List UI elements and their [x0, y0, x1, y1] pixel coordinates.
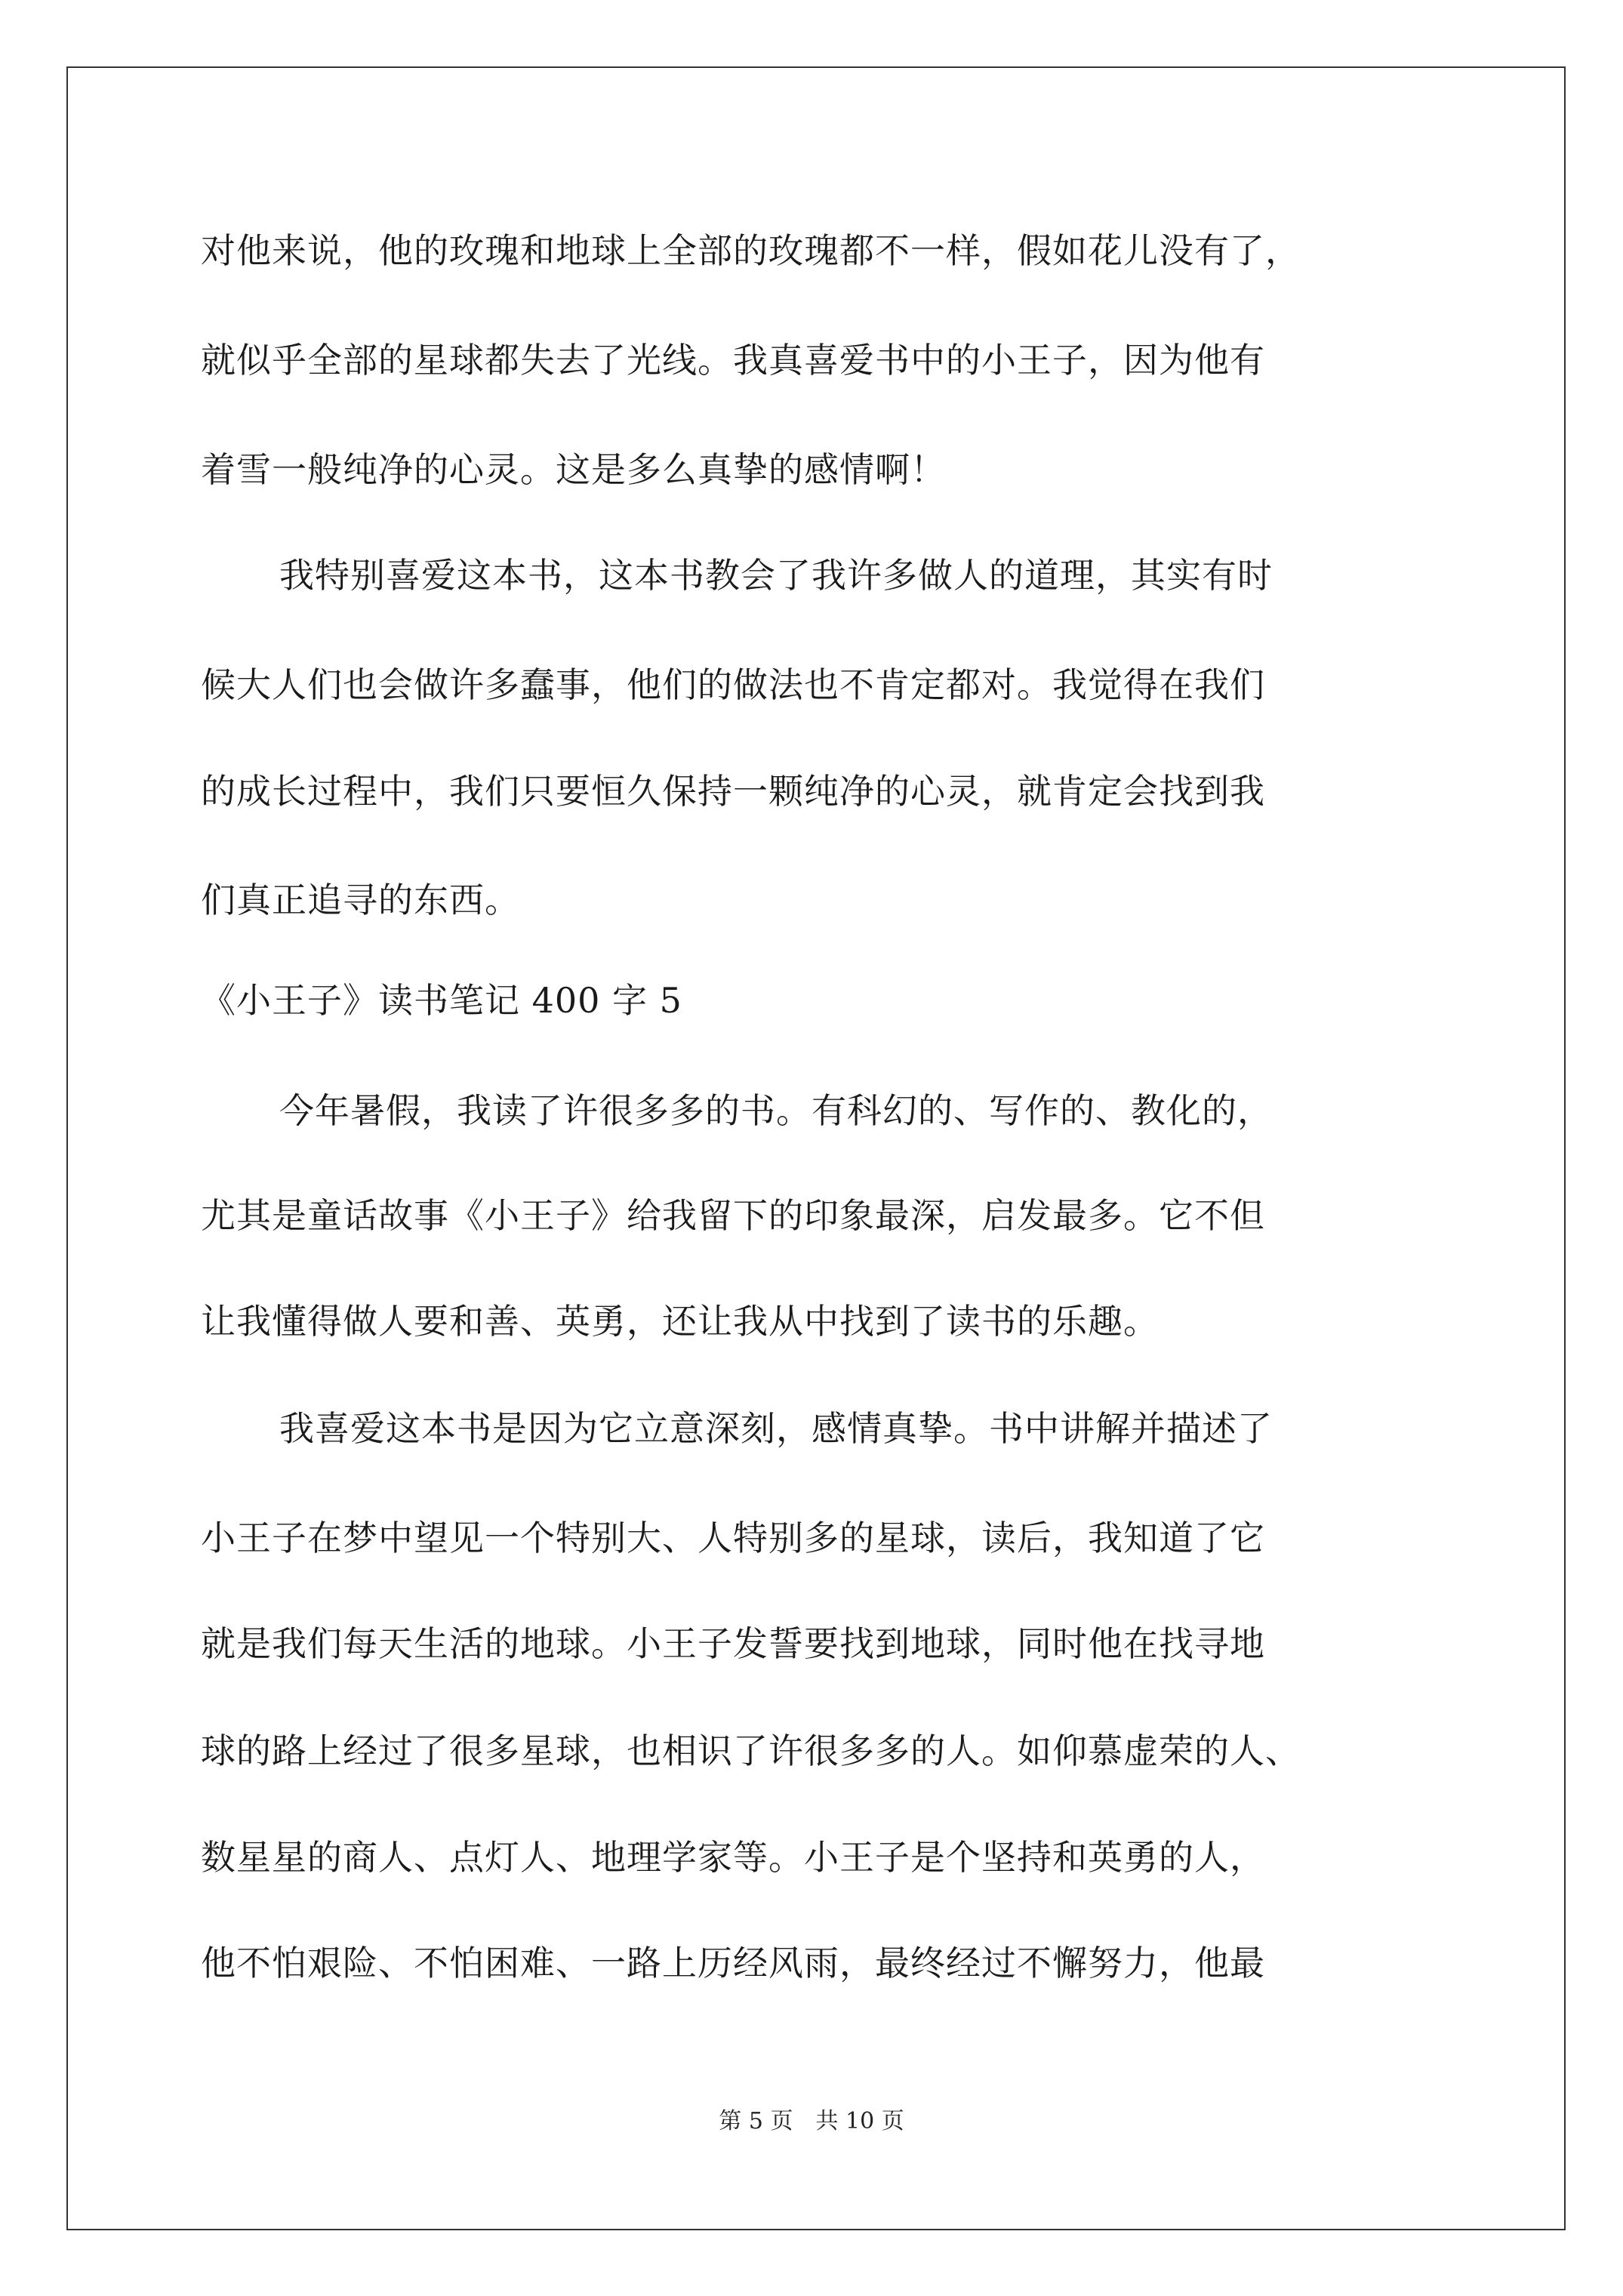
text-line: 数星星的商人、点灯人、地理学家等。小王子是个坚持和英勇的人，: [201, 1837, 1265, 1878]
text-line: 今年暑假，我读了许很多多的书。有科幻的、写作的、教化的，: [279, 1090, 1273, 1131]
text-line: 对他来说，他的玫瑰和地球上全部的玫瑰都不一样，假如花儿没有了，: [201, 230, 1301, 271]
text-line: 着雪一般纯净的心灵。这是多么真挚的感情啊！: [201, 449, 946, 490]
text-line: 球的路上经过了很多星球，也相识了许很多多的人。如仰慕虚荣的人、: [201, 1730, 1301, 1771]
text-line: 他不怕艰险、不怕困难、一路上历经风雨，最终经过不懈努力，他最: [201, 1943, 1265, 1983]
text-line: 的成长过程中，我们只要恒久保持一颗纯净的心灵，就肯定会找到我: [201, 771, 1265, 812]
section-heading: 《小王子》读书笔记 400 字 5: [201, 980, 682, 1021]
page-border: [66, 66, 1566, 2230]
text-line: 我特别喜爱这本书，这本书教会了我许多做人的道理，其实有时: [279, 555, 1273, 596]
text-line: 就似乎全部的星球都失去了光线。我真喜爱书中的小王子，因为他有: [201, 340, 1265, 381]
text-line: 们真正追寻的东西。: [201, 880, 520, 920]
text-line: 尤其是童话故事《小王子》给我留下的印象最深，启发最多。它不但: [201, 1195, 1265, 1236]
text-line: 让我懂得做人要和善、英勇，还让我从中找到了读书的乐趣。: [201, 1301, 1159, 1342]
text-line: 我喜爱这本书是因为它立意深刻，感情真挚。书中讲解并描述了: [279, 1408, 1273, 1449]
text-line: 就是我们每天生活的地球。小王子发誓要找到地球，同时他在找寻地: [201, 1623, 1265, 1664]
text-line: 候大人们也会做许多蠢事，他们的做法也不肯定都对。我觉得在我们: [201, 664, 1265, 705]
text-line: 小王子在梦中望见一个特别大、人特别多的星球，读后，我知道了它: [201, 1518, 1265, 1558]
page-number-footer: 第 5 页 共 10 页: [719, 2108, 904, 2134]
